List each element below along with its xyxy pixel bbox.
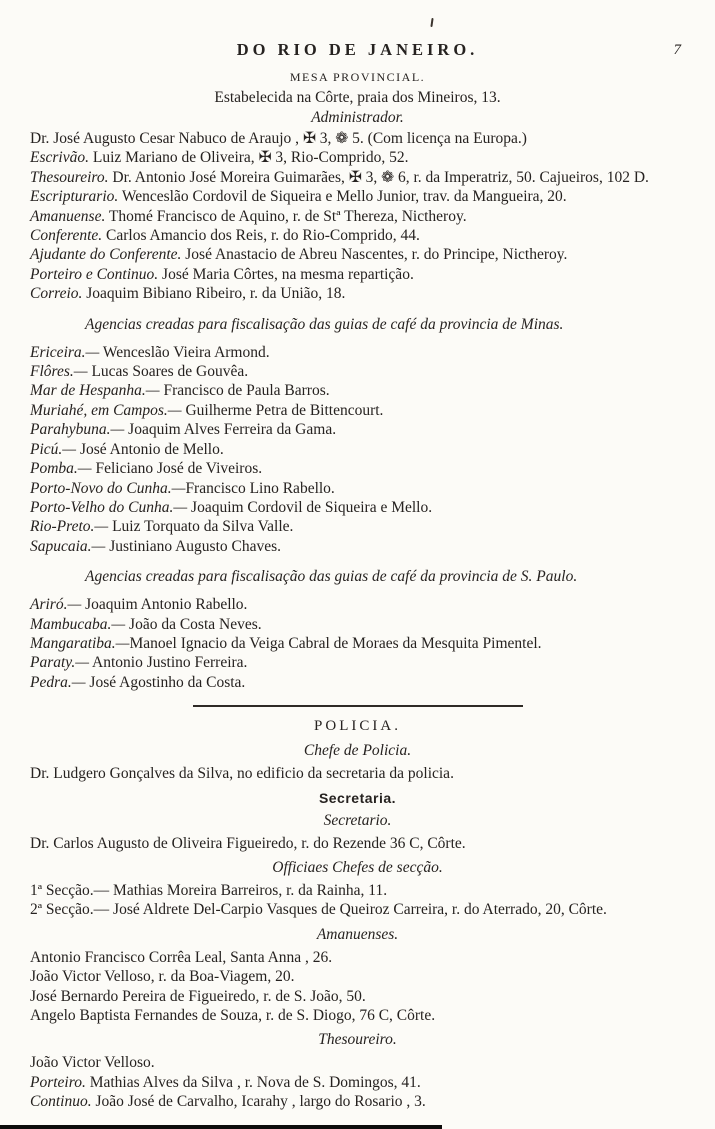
agency-place: Rio-Preto.— (30, 518, 109, 536)
agency-name: Antonio Justino Ferreira. (89, 654, 248, 672)
chefe-entry: Dr. Ludgero Gonçalves da Silva, no edificio da secretaria da policia. (30, 765, 454, 783)
agency-name: José Antonio de Mello. (76, 440, 224, 458)
chefe-de-policia-heading: Chefe de Policia. (303, 742, 412, 760)
agency-place: Mambucaba.— (30, 615, 126, 633)
role-label: Escripturario. (30, 188, 119, 206)
agency-place: Muriahé, em Campos.— (30, 401, 182, 419)
agency-name: Guilherme Petra de Bittencourt. (181, 401, 384, 419)
role-label: Conferente. (30, 227, 103, 245)
agency-place: Paraty.— (30, 654, 89, 672)
entry-text: Dr. José Augusto Cesar Nabuco de Araujo , ✠ 3, ❁ 5. (Com licença na Europa.) (30, 130, 527, 147)
agency-place: Pedra.— (30, 673, 86, 691)
agency-place: Mar de Hespanha.— (30, 382, 160, 400)
agency-name: Feliciano José de Viveiros. (91, 460, 263, 478)
agency-name: José Agostinho da Costa. (85, 673, 246, 691)
agency-name: Manoel Ignacio da Veiga Cabral de Moraes da Mesquita Pimentel. (129, 634, 542, 652)
entry-text: Luiz Mariano de Oliveira, ✠ 3, Rio-Comprido, 52. (88, 149, 409, 167)
agency-item (30, 653, 685, 672)
entry-text: José Anastacio de Abreu Nascentes, r. do Principe, Nictheroy. (181, 246, 568, 264)
agency-item (30, 634, 685, 653)
mesa-heading: MESA PROVINCIAL. (289, 70, 426, 84)
agency-item (30, 420, 685, 439)
agency-place: Pomba.— (30, 460, 92, 478)
role-label: Porteiro. (30, 1073, 86, 1091)
amanuense-entry: Angelo Baptista Fernandes de Souza, r. de S. Diogo, 76 C, Côrte. (30, 1007, 436, 1024)
entry-text: Dr. Antonio José Moreira Guimarães, ✠ 3, ❁ 6, r. da Imperatriz, 50. Cajueiros, 102 D. (108, 168, 649, 186)
amanuenses-heading: Amanuenses. (316, 925, 399, 943)
mesa-entry (30, 226, 685, 245)
entry-text: Wenceslão Cordovil de Siqueira e Mello Junior, trav. da Mangueira, 20. (118, 188, 567, 206)
mesa-entry (30, 245, 685, 264)
secretario-entry: Dr. Carlos Augusto de Oliveira Figueiredo, r. do Rezende 36 C, Côrte. (30, 834, 466, 852)
agency-item (30, 595, 685, 614)
thesoureiro-name: João Victor Velloso. (30, 1054, 155, 1072)
secretario-heading: Secretario. (323, 811, 392, 829)
agency-item (30, 673, 685, 692)
seccao-entry: 1ª Secção.— Mathias Moreira Barreiros, r. da Rainha, 11. (30, 881, 388, 899)
agency-item (30, 615, 685, 634)
role-label: Continuo. (30, 1093, 92, 1111)
agency-item (30, 343, 685, 362)
amanuense-entry: Antonio Francisco Corrêa Leal, Santa Anna , 26. (30, 948, 333, 966)
administrador-heading: Administrador. (311, 109, 404, 126)
agency-name: Joaquim Alves Ferreira da Gama. (124, 421, 337, 439)
agency-name: Wenceslão Vieira Armond. (99, 343, 270, 361)
amanuense-entry: João Victor Velloso, r. da Boa-Viagem, 20. (30, 968, 295, 986)
scan-artifact (0, 1125, 442, 1129)
mesa-provincial-section (30, 70, 685, 304)
mesa-entry (30, 187, 685, 206)
amanuense-entry: José Bernardo Pereira de Figueiredo, r. de S. João, 50. (30, 987, 366, 1005)
role-label: Thesoureiro. (30, 168, 109, 186)
agencias-spaulo-section (30, 567, 685, 692)
agency-name: João da Costa Neves. (125, 615, 262, 633)
agency-item (30, 517, 685, 536)
mesa-entry (30, 284, 685, 303)
agency-place: Porto-Novo do Cunha.— (30, 479, 186, 497)
role-label: Porteiro e Continuo. (30, 265, 159, 283)
agency-item (30, 537, 685, 556)
agency-place: Flôres.— (30, 363, 88, 381)
section-divider (193, 705, 523, 707)
page-number: 7 (673, 42, 681, 58)
established-line: Estabelecida na Côrte, praia dos Mineiros, 13. (214, 89, 501, 106)
agencias-minas-section (30, 315, 685, 556)
agency-name: Joaquim Cordovil de Siqueira e Mello. (187, 498, 433, 516)
mesa-entry (30, 129, 685, 148)
running-title: DO RIO DE JANEIRO. (236, 40, 479, 59)
agency-name: Luiz Torquato da Silva Valle. (108, 518, 294, 536)
entry-text: José Maria Côrtes, na mesma repartição. (158, 265, 414, 283)
agency-item (30, 381, 685, 400)
officiaes-heading: Officiaes Chefes de secção. (272, 858, 443, 876)
agency-place: Mangaratiba.— (30, 634, 130, 652)
agency-place: Porto-Velho do Cunha.— (30, 498, 188, 516)
role-label: Escrivão. (30, 149, 89, 167)
mesa-entry (30, 265, 685, 284)
mesa-entry (30, 207, 685, 226)
entry-text: Carlos Amancio dos Reis, r. do Rio-Comprido, 44. (102, 227, 420, 245)
agency-name: Justiniano Augusto Chaves. (105, 537, 282, 555)
agency-item (30, 401, 685, 420)
thesoureiro-heading: Thesoureiro. (318, 1031, 397, 1049)
agency-item (30, 459, 685, 478)
entry-text: Mathias Alves da Silva , r. Nova de S. Domingos, 41. (85, 1073, 421, 1091)
agency-place: Ericeira.— (30, 343, 100, 361)
agency-place: Sapucaia.— (30, 537, 106, 555)
role-label: Correio. (30, 285, 83, 303)
page-header (30, 40, 685, 60)
entry-text: Joaquim Bibiano Ribeiro, r. da União, 18. (82, 285, 346, 303)
agencias-spaulo-heading: Agencias creadas para fiscalisação das guias de café da provincia de S. Paulo. (85, 568, 578, 586)
entry-text: Thomé Francisco de Aquino, r. de Stª Thereza, Nictheroy. (105, 207, 467, 225)
agency-place: Parahybuna.— (30, 421, 125, 439)
agency-place: Picú.— (30, 440, 77, 458)
entry-text: João José de Carvalho, Icarahy , largo do Rosario , 3. (91, 1093, 426, 1111)
agency-name: Francisco Lino Rabello. (185, 479, 335, 497)
staff-entry (30, 1073, 685, 1092)
agency-item (30, 498, 685, 517)
agencias-minas-heading: Agencias creadas para fiscalisação das guias de café da provincia de Minas. (85, 315, 564, 333)
agency-place: Ariró.— (30, 596, 82, 614)
agency-name: Joaquim Antonio Rabello. (81, 596, 248, 614)
seccao-entry: 2ª Secção.— José Aldrete Del-Carpio Vasques de Queiroz Carreira, r. do Aterrado, 20, Côrte. (30, 901, 607, 919)
mesa-entry (30, 148, 685, 167)
agency-item (30, 362, 685, 381)
policia-heading: POLICIA. (314, 718, 401, 735)
policia-section (30, 718, 685, 1111)
agency-item (30, 479, 685, 498)
staff-entry (30, 1092, 685, 1111)
agency-name: Francisco de Paula Barros. (159, 382, 330, 400)
agency-name: Lucas Soares de Gouvêa. (87, 363, 249, 381)
secretaria-heading: Secretaria. (318, 789, 397, 806)
role-label: Amanuense. (30, 207, 106, 225)
mesa-entry (30, 168, 685, 187)
role-label: Ajudante do Conferente. (30, 246, 182, 264)
agency-item (30, 440, 685, 459)
